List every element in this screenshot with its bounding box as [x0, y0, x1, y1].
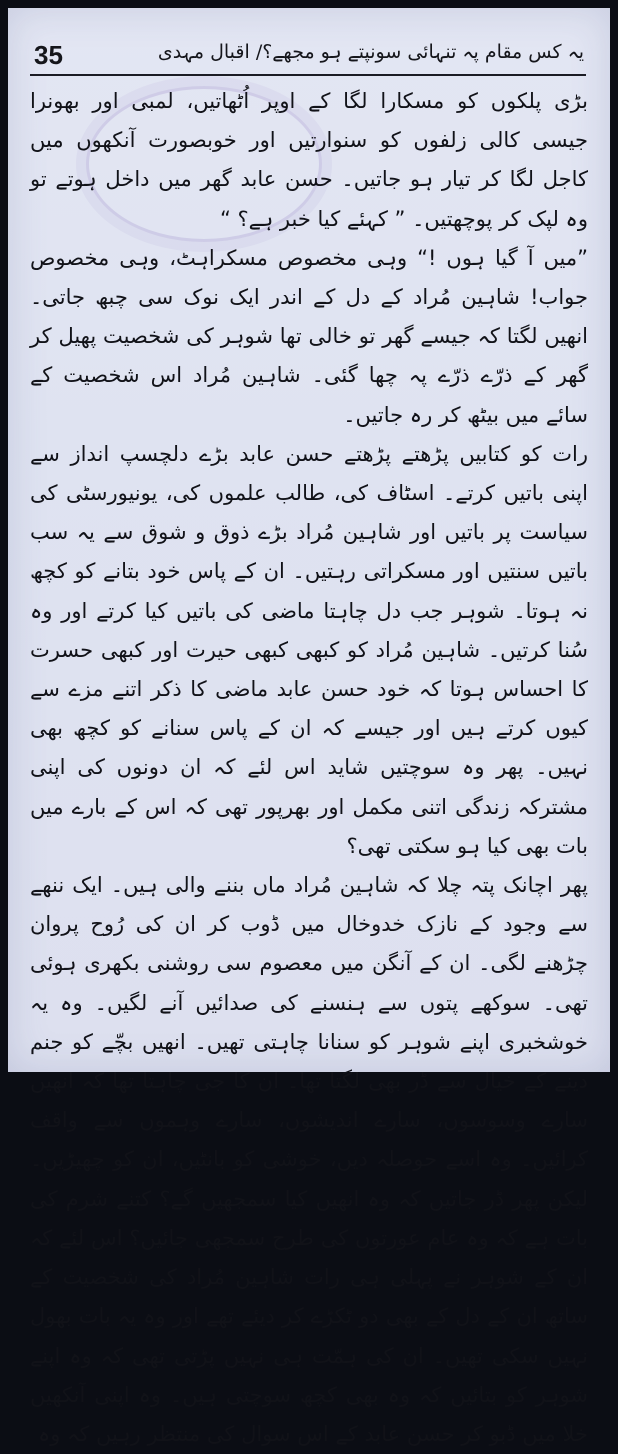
running-title: یہ کس مقام پہ تنہائی سونپتے ہو مجھے؟/ اقبال مہدی: [157, 41, 584, 63]
paragraph: بڑی پلکوں کو مسکارا لگا کے اوپر اُٹھاتیں، لمبی اور بھونرا جیسی کالی زلفوں کو سنوارتیں اور خوبصورت آنکھوں میں کاجل لگا کر تیار ہو جاتیں۔ حسن عابد گھر میں داخل ہوتے تو وہ لپک کر پوچھتیں۔ ” کہئے کیا خبر ہے؟ “: [30, 89, 588, 231]
paragraph: رات کو کتابیں پڑھتے پڑھتے حسن عابد بڑے دلچسپ انداز سے اپنی باتیں کرتے۔ اسٹاف کی، طالب علموں کی، یونیورسٹی کی سیاست پر باتیں اور شاہین مُراد بڑے ذوق و شوق سے یہ سب باتیں سنتیں اور مسکراتی رہتیں۔ ان کے پاس خود بتانے کو کچھ نہ ہوتا۔ شوہر جب دل چاہتا ماضی کی باتیں کیا کرتے اور وہ سُنا کرتیں۔ شاہین مُراد کو کبھی کبھی حیرت اور کبھی حسرت کا احساس ہوتا کہ خود حسن عابد ماضی کا ذکر اتنے مزے سے کیوں کرتے ہیں اور جیسے کہ ان کے پاس سنانے کو کچھ بھی نہیں۔ پھر وہ سوچتیں شاید اس لئے کہ ان دونوں کی اپنی مشترکہ زندگی اتنی مکمل اور بھرپور تھی کہ اس کے بارے میں بات بھی کیا ہو سکتی تھی؟: [30, 441, 588, 858]
page-header: [30, 34, 586, 76]
page-number: 35: [34, 40, 63, 70]
body-text: [30, 82, 588, 1454]
paragraph: پھر اچانک پتہ چلا کہ شاہین مُراد ماں بننے والی ہیں۔ ایک ننھے سے وجود کے نازک خدوخال میں ڈوب کر ان کی رُوح پروان چڑھنے لگی۔ ان کے آنگن میں معصوم سی روشنی بکھری ہوئی تھی۔ سوکھے پتوں سے ہنسنے کی صدائیں آنے لگیں۔ وہ یہ خوشخبری اپنے شوہر کو سنانا چاہتی تھیں۔ انھیں بچّے کو جنم دینے کے خیال سے ڈر بھی لگتا تھا۔ ان کا جی چاہتا تھا کہ انھیں سارے وسوسوں، سارے اندیشوں، سارے وہموں سے واقف کرائیں۔ وہ اسے حوصلہ دیں، خوشی کو بانٹیں، ان کو چھیڑیں۔ لیکن پھر ڈر جاتیں کہ وہ انھیں کیا سمجھیں گے؟ کتنے شرم کی بات ہے کہ وہ عام عورتوں کی طرح سمجھی جائیں؟ اس لئے کہ ان کے شوہر نے پہلی ہی رات شاہین مُراد کی شخصیت کے ساتھ ان کے دل کے بھی دو ٹکڑے کر دیئے تھے اور وہ یہ بات بھول نہیں سکی تھیں۔ ان کی ہمّت ہی نہیں پڑتی تھی کہ وہ اپنے شوہر کو بتائیں کہ وہ بھی کچھ سوچتی ہیں۔ وہ اپنی آنکھیں خلا میں ڈبو کر حسن عابد کے اس سوال کی منتظر رہیں کہ وہ: [30, 873, 588, 1446]
paragraph: ”میں آ گیا ہوں !“ وہی مخصوص مسکراہٹ، وہی مخصوص جواب! شاہین مُراد کے دل کے اندر ایک نوک سی چبھ جاتی۔ انھیں لگتا کہ جیسے گھر تو خالی تھا شوہر کی شخصیت پھیل کر گھر کے ذرّے ذرّے پہ چھا گئی۔ شاہین مُراد اس شخصیت کے سائے میں بیٹھ کر رہ جاتیں۔: [30, 245, 588, 427]
book-page: [8, 8, 610, 1446]
